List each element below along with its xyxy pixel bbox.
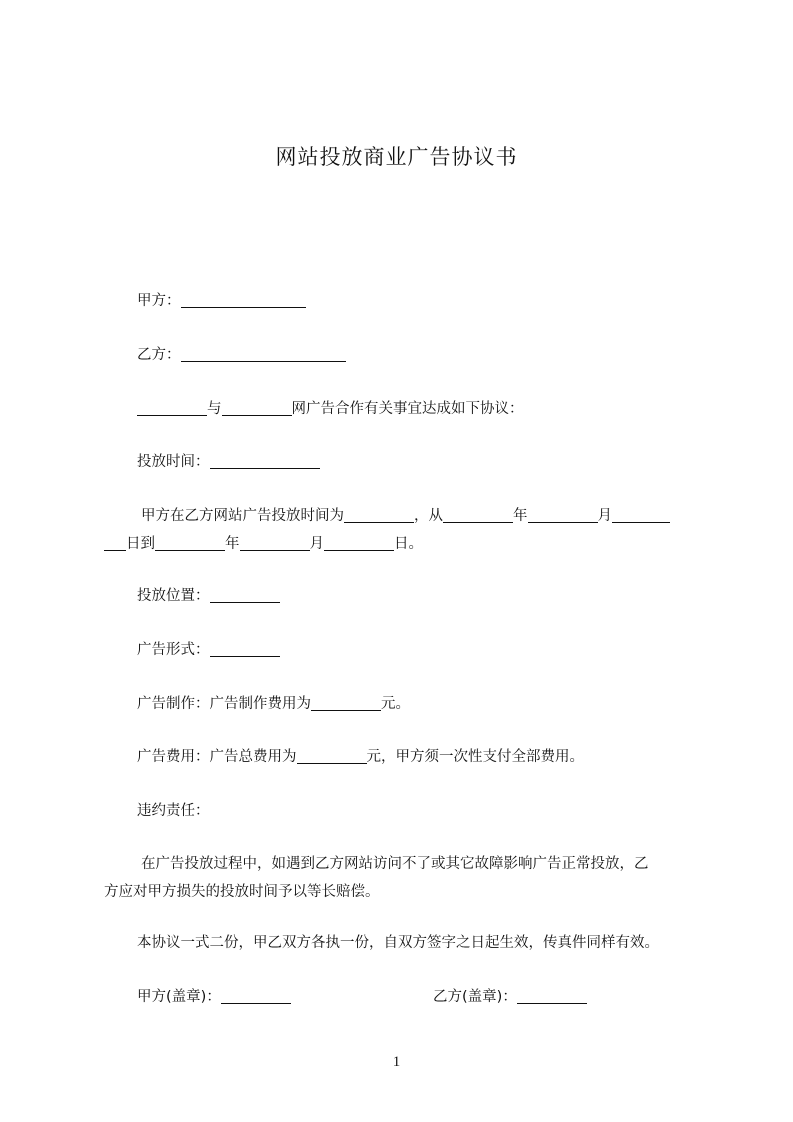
start-month-blank[interactable] [528, 506, 598, 523]
time-para-month-1: 月 [597, 508, 612, 524]
intro-blank-1[interactable] [137, 399, 207, 416]
end-day-blank[interactable] [324, 534, 394, 551]
position-label: 投放位置： [137, 588, 210, 604]
fee-line [104, 743, 704, 771]
fee-label: 广告费用：广告总费用为 [137, 749, 297, 765]
time-label-line [104, 448, 704, 476]
production-fee-blank[interactable] [311, 694, 381, 711]
total-fee-blank[interactable] [297, 747, 367, 764]
production-label: 广告制作：广告制作费用为 [137, 696, 311, 712]
time-para-line-2 [104, 530, 704, 558]
breach-line-2 [104, 878, 704, 906]
intro-blank-2[interactable] [222, 399, 292, 416]
sign-a-blank[interactable] [221, 987, 291, 1004]
sign-b-blank[interactable] [517, 987, 587, 1004]
intro-and: 与 [207, 401, 222, 417]
time-label: 投放时间： [137, 454, 210, 470]
sign-a-label: 甲方(盖章)： [137, 989, 221, 1005]
breach-text-2: 方应对甲方损失的投放时间予以等长赔偿。 [104, 884, 380, 900]
start-day-blank-part[interactable] [612, 506, 670, 523]
form-label: 广告形式： [137, 642, 210, 658]
time-para-p2: ，从 [414, 508, 443, 524]
party-a-blank[interactable] [181, 291, 306, 308]
time-para-year-2: 年 [225, 536, 240, 552]
signature-party-a [137, 983, 291, 1011]
party-a-label: 甲方： [137, 293, 181, 309]
production-unit: 元。 [381, 696, 410, 712]
signature-party-b [433, 983, 587, 1011]
time-blank[interactable] [210, 452, 320, 469]
copies-line [104, 929, 704, 957]
form-blank[interactable] [210, 640, 280, 657]
page-number: 1 [392, 1054, 401, 1070]
end-month-blank[interactable] [240, 534, 310, 551]
production-line [104, 690, 704, 718]
intro-text: 网广告合作有关事宜达成如下协议： [291, 401, 524, 417]
time-para-p1: 甲方在乙方网站广告投放时间为 [141, 508, 344, 524]
party-b-blank[interactable] [181, 345, 346, 362]
breach-text-1: 在广告投放过程中，如遇到乙方网站访问不了或其它故障影响广告正常投放，乙 [141, 856, 649, 872]
position-blank[interactable] [210, 586, 280, 603]
form-line [104, 636, 704, 664]
copies-text: 本协议一式二份，甲乙双方各执一份，自双方签字之日起生效，传真件同样有效。 [137, 935, 659, 951]
sign-b-label: 乙方(盖章)： [433, 989, 517, 1005]
party-b-label: 乙方： [137, 347, 181, 363]
document-title: 网站投放商业广告协议书 [275, 145, 518, 169]
time-para-month-2: 月 [309, 536, 324, 552]
party-b-line [104, 341, 704, 369]
time-para-day-end: 日。 [394, 536, 423, 552]
start-year-blank[interactable] [443, 506, 513, 523]
party-a-line [104, 287, 704, 315]
end-year-blank[interactable] [155, 534, 225, 551]
fee-tail: 元，甲方须一次性支付全部费用。 [366, 749, 584, 765]
position-line [104, 582, 704, 610]
time-para-year-1: 年 [513, 508, 528, 524]
duration-blank[interactable] [344, 506, 414, 523]
breach-label: 违约责任： [137, 803, 210, 819]
time-para-line-1 [104, 502, 704, 530]
breach-line-1 [104, 850, 704, 878]
start-day-blank-cont[interactable] [104, 534, 126, 551]
time-para-day-to: 日到 [126, 536, 155, 552]
intro-line [104, 395, 704, 423]
breach-label-line [104, 797, 704, 825]
